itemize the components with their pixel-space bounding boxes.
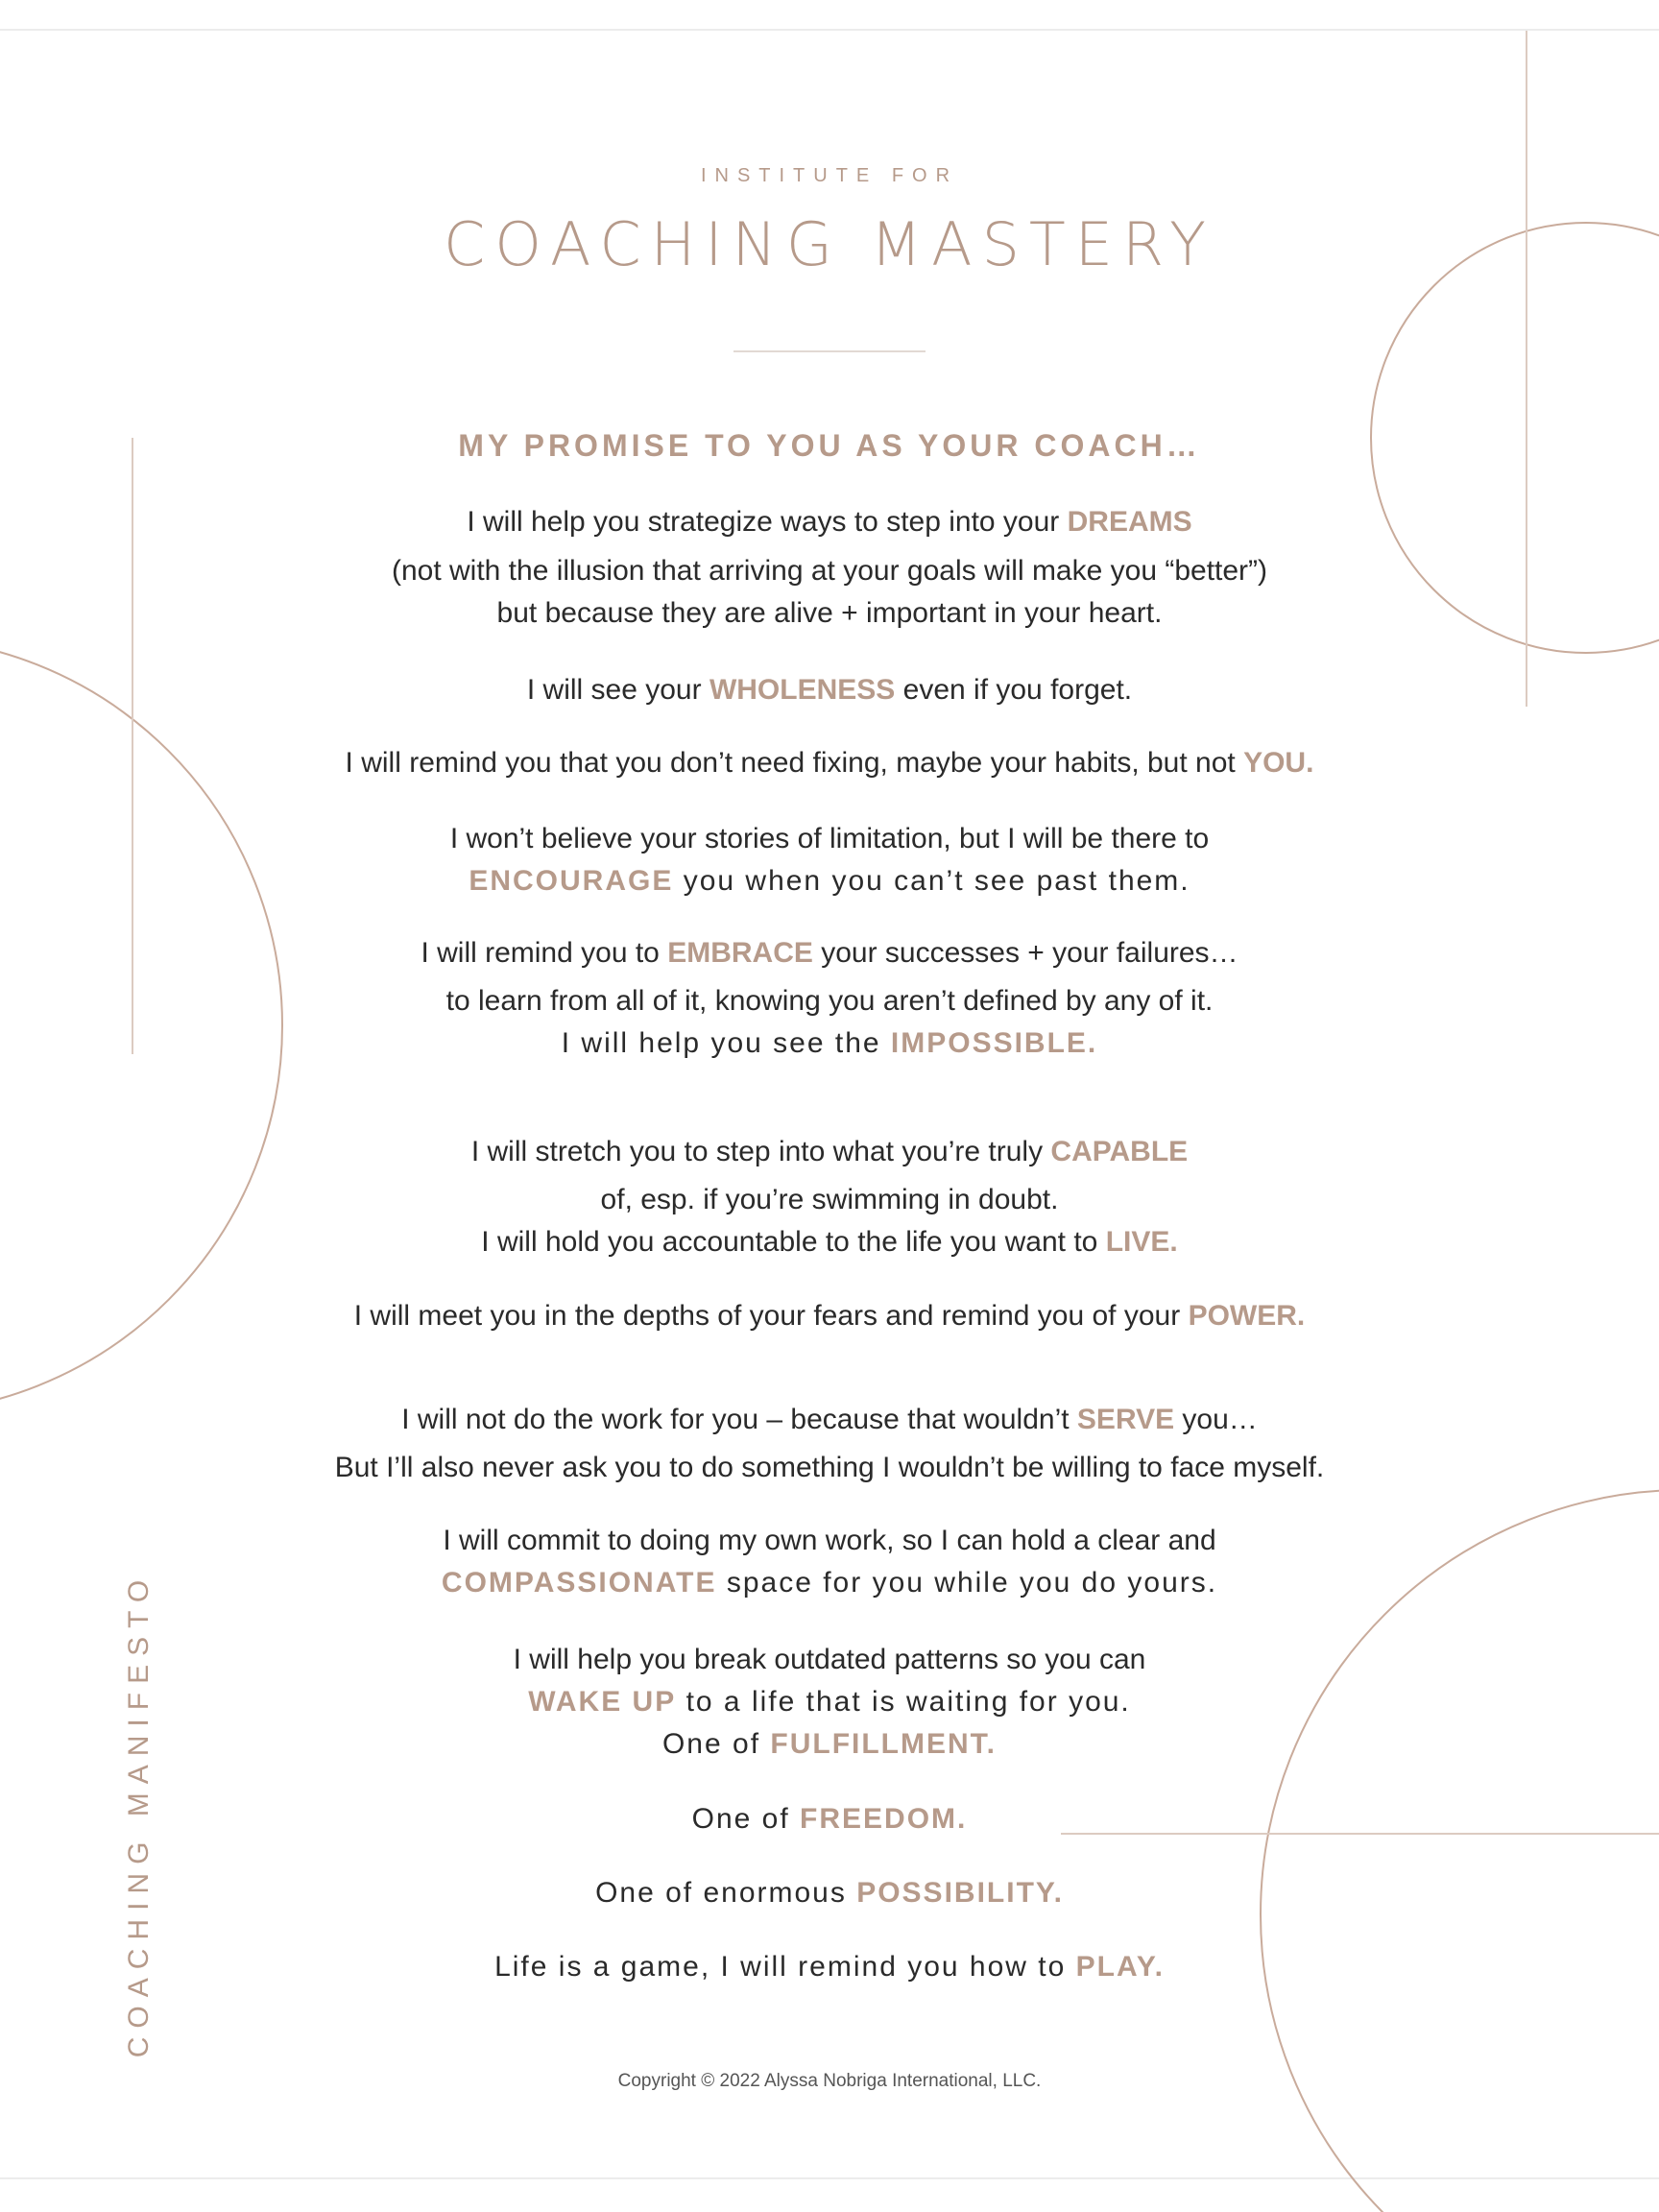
manifesto-text: space for you while you do yours. — [716, 1567, 1218, 1599]
manifesto-text: I will not do the work for you – because that wouldn’t — [401, 1404, 1077, 1435]
manifesto-text: I won’t believe your stories of limitation, but I will be there to — [449, 823, 1210, 854]
manifesto-text: even if you forget. — [895, 674, 1133, 706]
manifesto-line — [0, 1134, 1659, 1170]
manifesto-text: I will meet you in the depths of your fears and remind you of your — [353, 1300, 1189, 1332]
manifesto-line — [0, 553, 1659, 589]
manifesto-line — [0, 863, 1659, 900]
manifesto-text: One of enormous — [595, 1877, 857, 1909]
manifesto-text: your successes + your failures… — [812, 937, 1238, 969]
manifesto-keyword: CAPABLE — [1050, 1136, 1189, 1167]
manifesto-line — [0, 1450, 1659, 1486]
manifesto-text: I will help you strategize ways to step into your — [467, 506, 1068, 538]
copyright-notice: Copyright © 2022 Alyssa Nobriga International, LLC. — [617, 2071, 1042, 2091]
manifesto-heading: MY PROMISE TO YOU AS YOUR COACH… — [458, 428, 1201, 463]
manifesto-keyword: ENCOURAGE — [469, 865, 674, 897]
coaching-mastery-title: COACHING MASTERY — [444, 209, 1215, 279]
manifesto-line — [0, 672, 1659, 709]
manifesto-text: you… — [1174, 1404, 1258, 1435]
header-divider — [733, 350, 926, 352]
manifesto-line — [0, 821, 1659, 857]
manifesto-keyword: PLAY. — [1075, 1951, 1165, 1983]
manifesto-text: I will help you break outdated patterns so you can — [513, 1644, 1146, 1675]
manifesto-text: One of — [661, 1728, 771, 1760]
manifesto-text: I will stretch you to step into what you’re truly — [470, 1136, 1051, 1167]
manifesto-keyword: EMBRACE — [667, 937, 813, 969]
manifesto-line — [0, 1402, 1659, 1438]
manifesto-text: Life is a game, I will remind you how to — [494, 1951, 1076, 1983]
manifesto-line — [0, 1224, 1659, 1261]
manifesto-text: but because they are alive + important in your heart. — [496, 597, 1163, 629]
manifesto-line — [0, 1875, 1659, 1911]
manifesto-line — [0, 595, 1659, 632]
manifesto-text: One of — [691, 1803, 801, 1835]
manifesto-line — [0, 1182, 1659, 1218]
manifesto-keyword: WAKE UP — [528, 1686, 677, 1718]
manifesto-text: I will see your — [526, 674, 709, 706]
manifesto-text: you when you can’t see past them. — [673, 865, 1190, 897]
manifesto-keyword: SERVE — [1076, 1404, 1175, 1435]
manifesto-keyword: COMPASSIONATE — [441, 1567, 717, 1599]
manifesto-line — [0, 1684, 1659, 1720]
coaching-manifesto-side-label: COACHING MANIFESTO — [123, 1571, 155, 2058]
manifesto-line — [0, 504, 1659, 541]
manifesto-text: But I’ll also never ask you to do something I wouldn’t be willing to face myself. — [334, 1452, 1325, 1483]
manifesto-text: I will remind you to — [421, 937, 668, 969]
manifesto-line — [0, 1801, 1659, 1838]
manifesto-keyword: WHOLENESS — [709, 674, 896, 706]
manifesto-keyword: DREAMS — [1067, 506, 1192, 538]
manifesto-line — [0, 1523, 1659, 1559]
manifesto-keyword: POWER. — [1188, 1300, 1306, 1332]
manifesto-text: of, esp. if you’re swimming in doubt. — [600, 1184, 1059, 1215]
manifesto-text: I will commit to doing my own work, so I can hold a clear and — [443, 1525, 1216, 1556]
institute-for-label: INSTITUTE FOR — [700, 165, 959, 186]
manifesto-keyword: YOU. — [1243, 747, 1314, 779]
manifesto-line — [0, 1642, 1659, 1678]
manifesto-keyword: POSSIBILITY. — [856, 1877, 1064, 1909]
manifesto-text: to a life that is waiting for you. — [676, 1686, 1131, 1718]
manifesto-text: I will remind you that you don’t need fixing, maybe your habits, but not — [345, 747, 1244, 779]
manifesto-text: I will hold you accountable to the life you want to — [481, 1226, 1106, 1258]
manifesto-text: I will help you see the — [561, 1027, 891, 1059]
manifesto-line — [0, 935, 1659, 972]
manifesto-line — [0, 1949, 1659, 1985]
manifesto-text: (not with the illusion that arriving at your goals will make you “better”) — [391, 555, 1268, 587]
manifesto-keyword: FULFILLMENT. — [770, 1728, 998, 1760]
manifesto-text: to learn from all of it, knowing you aren’t defined by any of it. — [445, 985, 1214, 1017]
manifesto-line — [0, 1298, 1659, 1334]
manifesto-keyword: LIVE. — [1105, 1226, 1178, 1258]
manifesto-line — [0, 1565, 1659, 1601]
manifesto-keyword: IMPOSSIBLE. — [890, 1027, 1098, 1059]
manifesto-line — [0, 1025, 1659, 1062]
manifesto-line — [0, 745, 1659, 781]
manifesto-line — [0, 1726, 1659, 1763]
manifesto-keyword: FREEDOM. — [800, 1803, 968, 1835]
manifesto-line — [0, 983, 1659, 1020]
